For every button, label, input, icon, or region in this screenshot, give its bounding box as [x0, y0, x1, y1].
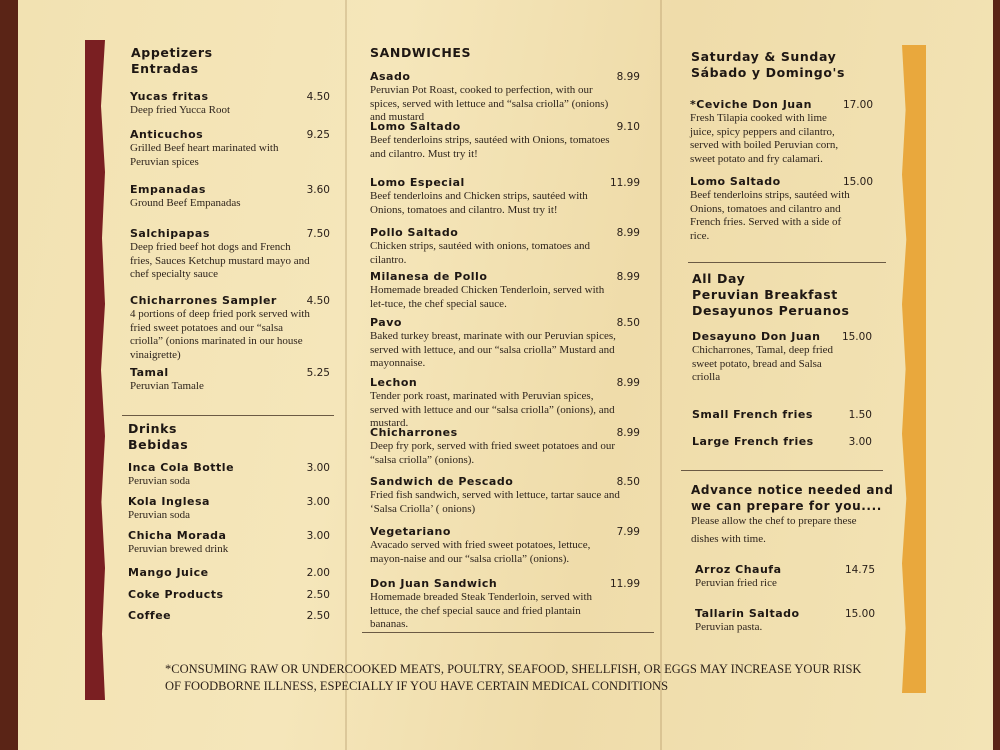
- item-name: Don Juan Sandwich: [370, 577, 498, 590]
- item-description: Chicharrones, Tamal, deep fried sweet potato, bread and Salsa criolla: [692, 344, 834, 383]
- item-price: 8.50: [616, 476, 640, 488]
- menu-item: [130, 90, 330, 118]
- item-price: 17.00: [842, 99, 873, 111]
- menu-item: [370, 176, 640, 217]
- item-name: Chicha Morada: [128, 529, 227, 542]
- item-name: Lomo Saltado: [690, 175, 781, 188]
- item-price: 15.00: [842, 176, 873, 188]
- menu-item: [130, 366, 330, 394]
- menu-item: [692, 408, 872, 422]
- item-price: 15.00: [844, 608, 875, 620]
- item-price: 2.50: [306, 610, 330, 622]
- item-description: Beef tenderloins strips, sautéed with Onions, tomatoes and cilantro. Must try it!: [370, 134, 610, 160]
- item-description: Deep fried Yucca Root: [130, 104, 231, 116]
- item-name: Tallarin Saltado: [695, 607, 800, 620]
- divider: [688, 262, 886, 263]
- item-name: Lomo Especial: [370, 176, 465, 189]
- item-price: 5.25: [306, 367, 330, 379]
- item-price: 8.99: [616, 377, 640, 389]
- menu-item: [130, 294, 330, 362]
- menu-item: [128, 609, 330, 623]
- item-name: Salchipapas: [130, 227, 210, 240]
- item-price: 14.75: [844, 564, 875, 576]
- item-name: Yucas fritas: [130, 90, 209, 103]
- item-name: Chicharrones Sampler: [130, 294, 277, 307]
- menu-item: [370, 426, 640, 467]
- item-price: 4.50: [306, 91, 330, 103]
- item-name: Lomo Saltado: [370, 120, 461, 133]
- item-description: Peruvian soda: [128, 509, 191, 521]
- item-price: 7.50: [306, 228, 330, 240]
- menu-item: [692, 330, 872, 385]
- item-price: 8.99: [616, 71, 640, 83]
- menu-item: [128, 566, 330, 580]
- fold-line: [660, 0, 662, 750]
- advance-note: Please allow the chef to prepare these dishes with time.: [691, 515, 857, 545]
- item-name: Coke Products: [128, 588, 224, 601]
- appetizers-heading: Appetizers Entradas: [131, 45, 213, 76]
- item-description: Beef tenderloins and Chicken strips, sautéed with Onions, tomatoes and cilantro. Must try it!: [370, 190, 588, 216]
- item-name: Tamal: [130, 366, 169, 379]
- item-name: Empanadas: [130, 183, 206, 196]
- item-description: Peruvian Pot Roast, cooked to perfection, with our spices, served with lettuce and “salsa criolla” (onions) and mustard: [370, 84, 609, 123]
- item-name: Vegetariano: [370, 525, 451, 538]
- item-name: Arroz Chaufa: [695, 563, 782, 576]
- item-name: Sandwich de Pescado: [370, 475, 514, 488]
- menu-item: [130, 227, 330, 282]
- sandwiches-heading: SANDWICHES: [370, 45, 472, 60]
- item-description: Chicken strips, sautéed with onions, tomatoes and cilantro.: [370, 240, 590, 266]
- menu-item: [690, 98, 873, 166]
- menu-item: [128, 588, 330, 602]
- item-name: Milanesa de Pollo: [370, 270, 488, 283]
- item-price: 3.00: [848, 436, 872, 448]
- item-price: 3.00: [306, 462, 330, 474]
- item-price: 7.99: [616, 526, 640, 538]
- item-name: Pollo Saltado: [370, 226, 459, 239]
- item-description: Beef tenderloins strips, sautéed with Onions, tomatoes and cilantro and French fries. Served with a side of rice.: [690, 189, 850, 242]
- item-description: Fresh Tilapia cooked with lime juice, spicy peppers and cilantro, served with boiled Peruvian corn, sweet potato and fry calamari.: [690, 112, 839, 165]
- item-description: Homemade breaded Chicken Tenderloin, served with let-tuce, the chef special sauce.: [370, 284, 605, 310]
- item-description: Homemade breaded Steak Tenderloin, served with lettuce, the chef special sauce and fried plantain bananas.: [370, 591, 593, 630]
- item-name: Pavo: [370, 316, 402, 329]
- item-name: Lechon: [370, 376, 418, 389]
- menu-item: [128, 529, 330, 557]
- menu-item: [370, 270, 640, 311]
- menu-item: [370, 70, 640, 125]
- menu-item: [692, 435, 872, 449]
- item-price: 8.99: [616, 227, 640, 239]
- item-description: Baked turkey breast, marinate with our Peruvian spices, served with lettuce, and our “salsa criolla” Mustard and mayonnaise.: [370, 330, 616, 369]
- item-description: Peruvian fried rice: [695, 577, 777, 589]
- advance-heading: Advance notice needed and we can prepare for you....: [691, 483, 894, 513]
- item-description: Tender pork roast, marinated with Peruvian spices, served with lettuce and our “salsa criolla” (onions), and mustard.: [370, 390, 615, 429]
- weekend-heading: Saturday & Sunday Sábado y Domingo's: [691, 49, 845, 80]
- item-description: Avacado served with fried sweet potatoes, lettuce, mayon-naise and our “salsa criolla” (onions).: [370, 539, 591, 565]
- divider: [362, 632, 654, 633]
- item-name: Anticuchos: [130, 128, 204, 141]
- item-price: 4.50: [306, 295, 330, 307]
- menu-item: [370, 226, 640, 267]
- health-warning: *CONSUMING RAW OR UNDERCOOKED MEATS, POULTRY, SEAFOOD, SHELLFISH, OR EGGS MAY INCREASE YOUR RISK OF FOODBORNE ILLNESS, ESPECIALLY IF YOU HAVE CERTAIN MEDICAL CONDITIONS: [165, 662, 862, 693]
- menu-item: [370, 525, 640, 566]
- item-price: 1.50: [848, 409, 872, 421]
- item-price: 3.00: [306, 530, 330, 542]
- item-description: 4 portions of deep fried pork served with fried sweet potatoes and our “salsa criolla” (onions marinated in our house vinaigrette): [130, 308, 310, 361]
- item-description: Fried fish sandwich, served with lettuce, tartar sauce and ‘Salsa Criolla’ ( onions): [370, 489, 620, 515]
- item-name: Inca Cola Bottle: [128, 461, 235, 474]
- drinks-heading: Drinks Bebidas: [128, 421, 189, 452]
- item-description: Ground Beef Empanadas: [130, 197, 241, 209]
- item-price: 8.99: [616, 427, 640, 439]
- item-name: Large French fries: [692, 435, 814, 448]
- item-price: 9.10: [616, 121, 640, 133]
- menu-item: [370, 376, 640, 431]
- divider: [122, 415, 334, 416]
- menu-item: [370, 120, 640, 161]
- item-description: Peruvian Tamale: [130, 380, 204, 392]
- menu-item: [695, 563, 875, 591]
- menu-item: [370, 475, 640, 516]
- item-description: Peruvian soda: [128, 475, 191, 487]
- item-price: 2.00: [306, 567, 330, 579]
- menu-item: [370, 577, 640, 632]
- menu-item: [370, 316, 640, 371]
- menu-item: [695, 607, 875, 635]
- item-name: Kola Inglesa: [128, 495, 210, 508]
- item-name: *Ceviche Don Juan: [690, 98, 812, 111]
- item-description: Peruvian brewed drink: [128, 543, 229, 555]
- item-price: 11.99: [609, 578, 640, 590]
- menu-item: [128, 495, 330, 523]
- breakfast-heading: All Day Peruvian Breakfast Desayunos Peruanos: [692, 271, 850, 318]
- item-price: 11.99: [609, 177, 640, 189]
- item-price: 15.00: [841, 331, 872, 343]
- item-name: Coffee: [128, 609, 172, 622]
- item-name: Desayuno Don Juan: [692, 330, 821, 343]
- item-price: 2.50: [306, 589, 330, 601]
- item-price: 8.50: [616, 317, 640, 329]
- item-description: Peruvian pasta.: [695, 621, 763, 633]
- item-name: Small French fries: [692, 408, 813, 421]
- fold-line: [345, 0, 347, 750]
- item-price: 8.99: [616, 271, 640, 283]
- item-name: Mango Juice: [128, 566, 209, 579]
- menu-item: [130, 183, 330, 211]
- menu-item: [128, 461, 330, 489]
- item-description: Deep fried beef hot dogs and French fries, Sauces Ketchup mustard mayo and chef specialty sauce: [130, 241, 310, 280]
- item-description: Grilled Beef heart marinated with Peruvian spices: [130, 142, 279, 168]
- divider: [681, 470, 883, 471]
- item-price: 3.00: [306, 496, 330, 508]
- menu-item: [690, 175, 873, 243]
- item-price: 9.25: [306, 129, 330, 141]
- item-name: Chicharrones: [370, 426, 458, 439]
- item-name: Asado: [370, 70, 411, 83]
- item-price: 3.60: [306, 184, 330, 196]
- menu-item: [130, 128, 330, 169]
- item-description: Deep fry pork, served with fried sweet potatoes and our “salsa criolla” (onions).: [370, 440, 615, 466]
